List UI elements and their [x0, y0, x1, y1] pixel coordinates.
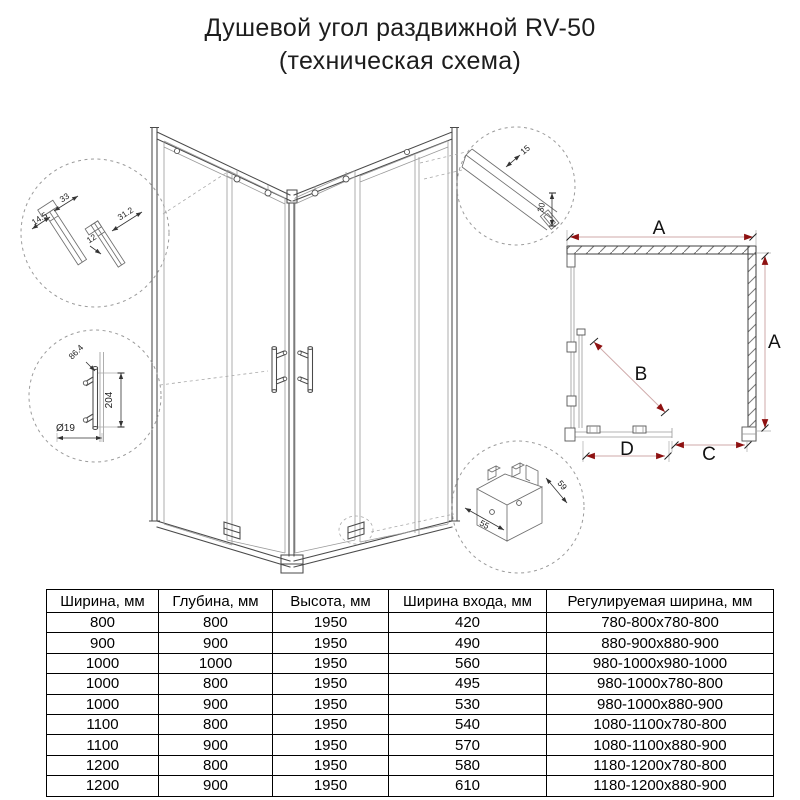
plan-label-a-right: A — [768, 332, 781, 353]
table-cell: 610 — [389, 776, 547, 796]
plan-label-d: D — [620, 439, 634, 460]
table-cell: 900 — [159, 633, 273, 653]
dim-15: 15 — [518, 142, 532, 157]
table-cell: 420 — [389, 613, 547, 633]
table-header-height: Высота, мм — [273, 590, 389, 613]
plan-label-b: B — [634, 364, 648, 385]
table-row — [47, 735, 774, 755]
table-cell: 580 — [389, 755, 547, 775]
detail-rail-profile — [462, 143, 559, 230]
dim-12: 12 — [84, 231, 99, 246]
table-cell: 1950 — [273, 755, 389, 775]
size-table-body — [47, 613, 774, 797]
table-row — [47, 613, 774, 633]
table-cell: 1080-1100x780-800 — [547, 714, 774, 734]
table-cell: 490 — [389, 633, 547, 653]
table-cell: 1000 — [47, 674, 159, 694]
dim-55: 55 — [477, 517, 492, 532]
table-cell: 980-1000x780-800 — [547, 674, 774, 694]
roller-icons — [174, 148, 409, 196]
table-cell: 1950 — [273, 694, 389, 714]
table-header-adjustable-width: Регулируемая ширина, мм — [547, 590, 774, 613]
table-cell: 800 — [47, 613, 159, 633]
table-cell: 900 — [159, 694, 273, 714]
table-cell: 1950 — [273, 653, 389, 673]
table-cell: 1950 — [273, 633, 389, 653]
table-row — [47, 714, 774, 734]
table-cell: 1950 — [273, 613, 389, 633]
table-header-entry-width: Ширина входа, мм — [389, 590, 547, 613]
table-cell: 1180-1200x780-800 — [547, 755, 774, 775]
table-cell: 1000 — [47, 653, 159, 673]
table-cell: 1200 — [47, 776, 159, 796]
door-handles — [272, 347, 313, 393]
table-cell: 800 — [159, 674, 273, 694]
table-cell: 900 — [159, 776, 273, 796]
shower-enclosure-drawing — [150, 128, 460, 574]
table-cell: 570 — [389, 735, 547, 755]
table-cell: 1200 — [47, 755, 159, 775]
dim-14-5: 14.5 — [29, 209, 50, 228]
table-cell: 800 — [159, 714, 273, 734]
table-header-row — [47, 590, 774, 613]
plan-label-c: C — [702, 444, 716, 465]
table-cell: 900 — [159, 735, 273, 755]
table-cell: 495 — [389, 674, 547, 694]
table-cell: 1180-1200x880-900 — [547, 776, 774, 796]
dim-59: 59 — [555, 478, 570, 492]
table-cell: 560 — [389, 653, 547, 673]
table-cell: 980-1000x980-1000 — [547, 653, 774, 673]
detail-corner-bracket — [465, 463, 569, 541]
table-cell: 1950 — [273, 714, 389, 734]
table-cell: 1100 — [47, 735, 159, 755]
table-cell: 880-900x880-900 — [547, 633, 774, 653]
table-cell: 980-1000x880-900 — [547, 694, 774, 714]
plan-label-a-top: A — [652, 218, 666, 239]
table-header-depth: Глубина, мм — [159, 590, 273, 613]
table-cell: 1000 — [159, 653, 273, 673]
title-line-2: (техническая схема) — [278, 47, 522, 75]
size-table — [46, 589, 774, 797]
table-cell: 780-800x780-800 — [547, 613, 774, 633]
table-cell: 1950 — [273, 674, 389, 694]
detail-handle — [56, 342, 125, 442]
table-cell: 540 — [389, 714, 547, 734]
dim-204: 204 — [104, 391, 115, 409]
table-row — [47, 633, 774, 653]
table-cell: 530 — [389, 694, 547, 714]
plan-view — [565, 218, 781, 465]
dim-86-4: 86.4 — [66, 342, 86, 362]
title-line-1: Душевой угол раздвижной RV-50 — [204, 14, 596, 42]
table-cell: 1950 — [273, 776, 389, 796]
dim-33: 33 — [57, 190, 72, 205]
table-row — [47, 776, 774, 796]
table-cell: 1950 — [273, 735, 389, 755]
table-row — [47, 653, 774, 673]
dim-30: 30 — [535, 201, 547, 214]
table-row — [47, 674, 774, 694]
table-cell: 800 — [159, 613, 273, 633]
table-cell: 1100 — [47, 714, 159, 734]
table-cell: 1000 — [47, 694, 159, 714]
detail-callout-circles — [21, 127, 584, 573]
detail-profile-sections — [30, 191, 142, 271]
table-header-width: Ширина, мм — [47, 590, 159, 613]
table-row — [47, 694, 774, 714]
table-row — [47, 755, 774, 775]
table-cell: 1080-1100x880-900 — [547, 735, 774, 755]
dim-31-2: 31.2 — [115, 204, 136, 223]
dim-diameter-19: Ø19 — [56, 423, 75, 434]
table-cell: 900 — [47, 633, 159, 653]
table-cell: 800 — [159, 755, 273, 775]
